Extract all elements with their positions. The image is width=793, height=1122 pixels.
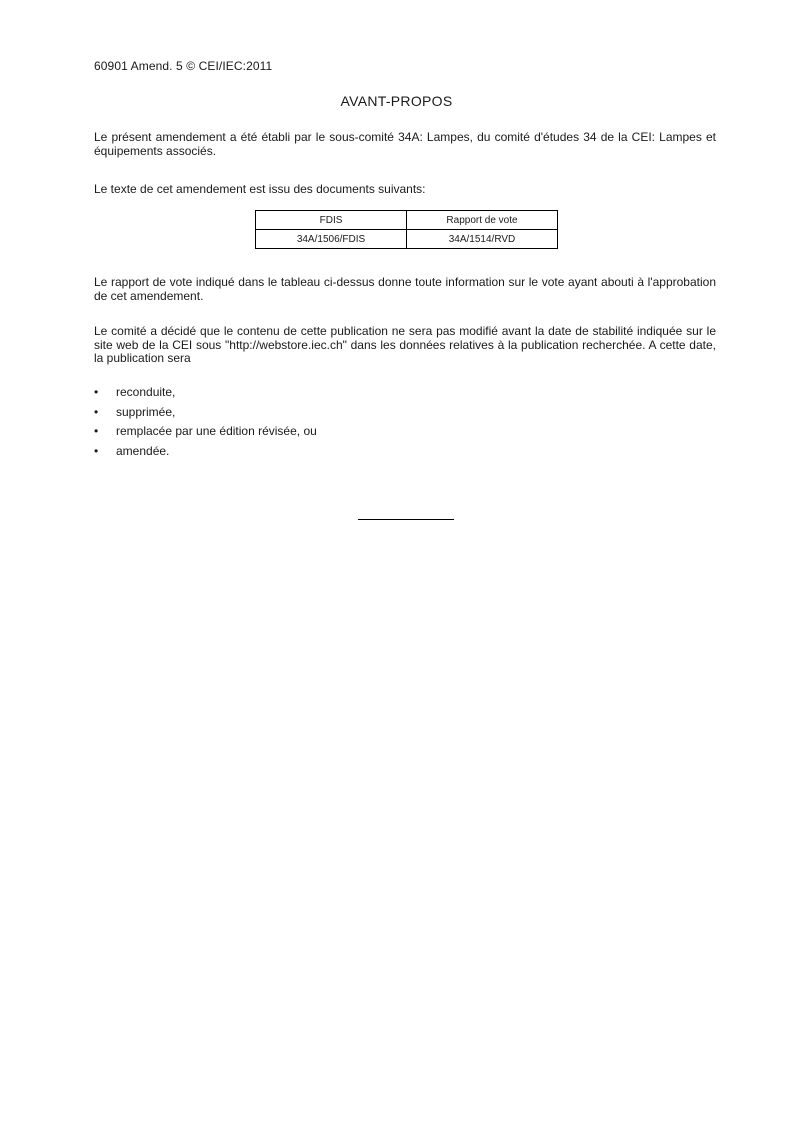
list-item: [94, 444, 317, 464]
paragraph-stability-date: Le comité a décidé que le contenu de cette publication ne sera pas modifié avant la date de stabilité indiquée sur le site web de la CEI sous "http://webstore.iec.ch" dans les données relatives à la publication recherchée. A cette date, la publication sera: [94, 324, 716, 365]
list-item: [94, 385, 317, 405]
bullet-marker: •: [94, 424, 99, 438]
table-cell-rvd: 34A/1514/RVD: [407, 230, 558, 249]
voting-documents-table: [255, 210, 558, 249]
section-title: AVANT-PROPOS: [340, 93, 453, 109]
table-header-row: [256, 211, 558, 230]
paragraph-vote-report: Le rapport de vote indiqué dans le tableau ci-dessus donne toute information sur le vote ayant abouti à l'approbation de cet amendement.: [94, 275, 716, 303]
list-item-text: remplacée par une édition révisée, ou: [116, 424, 317, 438]
document-reference: 60901 Amend. 5 © CEI/IEC:2011: [94, 59, 273, 73]
list-item-text: supprimée,: [116, 404, 176, 419]
list-item-text: reconduite,: [116, 385, 176, 399]
bullet-marker: •: [94, 404, 99, 419]
list-item: [94, 424, 317, 444]
list-item-text: amendée.: [116, 443, 170, 458]
end-of-section-rule: [358, 519, 454, 520]
paragraph-documents-intro: Le texte de cet amendement est issu des documents suivants:: [94, 182, 426, 196]
table-row: [256, 230, 558, 249]
paragraph-subcommittee: Le présent amendement a été établi par le sous-comité 34A: Lampes, du comité d'études 34 de la CEI: Lampes et équipements associés.: [94, 130, 716, 158]
table-header-fdis: FDIS: [256, 211, 407, 230]
publication-outcome-list: [94, 385, 317, 463]
bullet-marker: •: [94, 443, 99, 458]
table-cell-fdis: 34A/1506/FDIS: [256, 230, 407, 249]
bullet-marker: •: [94, 385, 99, 399]
list-item: [94, 405, 317, 425]
table-header-vote-report: Rapport de vote: [407, 211, 558, 230]
